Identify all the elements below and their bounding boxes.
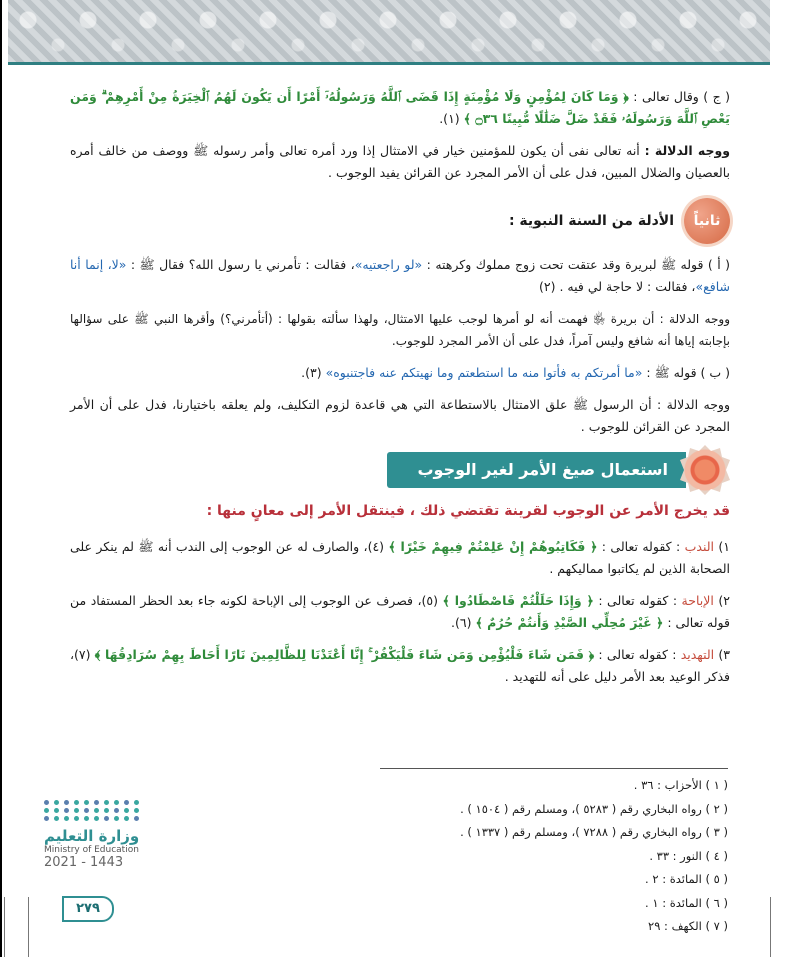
- item-term: التهديد: [680, 647, 719, 662]
- hadith-quote: «لا، إنما أنا شافع»: [70, 257, 730, 294]
- sunnah-section-heading: [70, 198, 730, 244]
- quran-verse: ﴿ غَيْرَ مُحِلِّي الصَّيْدِ وَأَنتُمْ حُرُمٌ ﴾: [475, 615, 664, 630]
- item-text: (٥)، فصرف عن الوجوب إلى الإباحة لكونه جاء بعد الحظر المستفاد من قوله تعالى :: [70, 593, 730, 630]
- hadith-a: [70, 254, 730, 298]
- ministry-name-en: Ministry of Education: [44, 845, 139, 855]
- footnote: ( ٥ ) المائدة : ٢ .: [645, 872, 728, 886]
- star-badge-icon: [680, 445, 730, 495]
- list-item-1: [70, 536, 730, 580]
- footnote-ref: (١).: [439, 111, 460, 126]
- wajh-paragraph-1: [70, 140, 730, 184]
- quran-verse: ﴿ فَمَن شَاءَ فَلْيُؤْمِن وَمَن شَاءَ فَلْيَكْفُرْ ۚ إِنَّا أَعْتَدْنَا لِلظَّالِمِينَ نَارًا أَحَاطَ بِهِمْ سُرَادِقُهَا ﴾: [94, 647, 595, 662]
- footnote: ( ٧ ) الكهف : ٢٩: [648, 919, 728, 933]
- quran-verse: ﴿ فَكَاتِبُوهُمْ إِنْ عَلِمْتُمْ فِيهِمْ خَيْرًا ﴾: [388, 539, 598, 554]
- hadith-a-text: ، فقالت : لا حاجة لي فيه . (٢): [538, 279, 696, 294]
- item-text: : كقوله تعالى :: [593, 593, 682, 608]
- item-number: ٣): [718, 647, 730, 662]
- hadith-quote: «لو راجعتيه»: [354, 257, 423, 272]
- footnote: ( ٢ ) رواه البخاري رقم ( ٥٢٨٣ )، ومسلم رقم ( ١٥٠٤ ) .: [460, 801, 728, 816]
- lesson-title: استعمال صيغ الأمر لغير الوجوب: [387, 452, 686, 488]
- list-item-3: [70, 644, 730, 688]
- item-text: : كقوله تعالى :: [597, 539, 685, 554]
- item-text: (٤)، والصارف له عن الوجوب إلى الندب أنه ﷺ لم ينكر على الصحابة الذين لم يكاتبوا مماليكهم .: [70, 539, 730, 576]
- ministry-name-ar: وزارة التعليم: [44, 827, 140, 845]
- wajh-paragraph-2: ووجه الدلالة : أن بريرة ﵂ فهمت أنه لو أمرها لوجب عليها الامتثال، ولهذا سألته بقولها : (أتأمرني؟) وأقرها النبي ﷺ على سؤالها بإجابته إياها أنه شافع وليس آمراً، فدل على أن الأمر المجرد للوجوب.: [70, 312, 730, 348]
- list-item-2: [70, 590, 730, 634]
- hadith-a-text: ، فقالت : تأمرني يا رسول الله؟ فقال ﷺ :: [126, 257, 355, 272]
- footnote: ( ٤ ) النور : ٣٣ .: [649, 848, 728, 863]
- footnote-ref: (٦).: [451, 615, 476, 630]
- item-text: (٧)، فذكر الوعيد بعد الأمر دليل على أنه للتهديد .: [70, 647, 730, 684]
- edition-year: 2021 - 1443: [44, 855, 124, 870]
- item-term: الإباحة: [681, 593, 719, 608]
- wajh-text: أنه تعالى نفى أن يكون للمؤمنين خيار في الامتثال إذا ورد أمره تعالى وأمر رسوله ﷺ ووصف من خالف أمره بالعصيان والضلال المبين، فدل على أن الأمر المجرد عن القرائن يفيد الوجوب .: [70, 143, 730, 180]
- item-number: ٢): [718, 593, 730, 608]
- quran-verse: ﴿ وَمَا كَانَ لِمُؤْمِنٍ وَلَا مُؤْمِنَةٍ إِذَا قَضَى ٱللَّهُ وَرَسُولُهُۥٓ أَمْرًا أَن يَكُونَ لَهُمُ ٱلْخِيَرَةُ مِنْ أَمْرِهِمْ ۗ وَمَن يَعْصِ ٱللَّهَ وَرَسُولَهُۥ فَقَدْ ضَلَّ ضَلَٰلًا مُّبِينًا ۝٣٦ ﴾: [70, 89, 730, 126]
- footnote: ( ٦ ) المائدة : ١ .: [645, 895, 728, 910]
- footnote-ref: (٣).: [301, 365, 326, 380]
- paragraph-c: [70, 86, 730, 130]
- item-number: ١): [718, 539, 730, 554]
- crop-mark: [28, 897, 29, 957]
- footnotes: [380, 768, 728, 939]
- crop-mark-left: [0, 0, 2, 957]
- hadith-quote: «ما أمرتكم به فأتوا منه ما استطعتم وما نهيتكم عنه فاجتنبوه»: [325, 365, 643, 380]
- footnote: ( ٣ ) رواه البخاري رقم ( ٧٢٨٨ )، ومسلم رقم ( ١٣٣٧ ) .: [460, 825, 728, 839]
- hadith-b: [70, 362, 730, 384]
- logo-dots-icon: [44, 800, 154, 821]
- page-body: [70, 86, 730, 698]
- wajh-label: ووجه الدلالة :: [644, 143, 730, 158]
- crop-mark: [4, 897, 5, 957]
- lesson-heading: [70, 448, 730, 492]
- quran-verse: ﴿ وَإِذَا حَلَلْتُمْ فَاصْطَادُوا ﴾: [442, 593, 594, 608]
- item-term: الندب: [684, 539, 719, 554]
- page-number: ٢٧٩: [62, 896, 114, 922]
- para-c-intro: ( ج ) وقال تعالى :: [633, 89, 730, 104]
- header-band: [8, 0, 770, 65]
- crop-mark: [770, 897, 771, 957]
- section-badge: ثانياً: [684, 198, 730, 244]
- footnote: ( ١ ) الأحزاب : ٣٦ .: [633, 778, 728, 792]
- hadith-a-text: ( أ ) قوله ﷺ لبريرة وقد عتقت تحت زوج مملوك وكرهته :: [422, 257, 730, 272]
- lesson-subheading: قد يخرج الأمر عن الوجوب لقرينة تقتضي ذلك ، فينتقل الأمر إلى معانٍ منها :: [206, 503, 730, 519]
- wajh-paragraph-3: ووجه الدلالة : أن الرسول ﷺ علق الامتثال بالاستطاعة التي هي قاعدة لزوم التكليف، ولم يعلقه باختيارنا، فدل على أن الأمر المجرد عن القرائن للوجوب .: [70, 397, 730, 434]
- item-text: : كقوله تعالى :: [594, 647, 681, 662]
- ministry-logo: [44, 800, 154, 870]
- hadith-b-text: ( ب ) قوله ﷺ :: [642, 365, 730, 380]
- section-title: الأدلة من السنة النبوية :: [508, 213, 674, 229]
